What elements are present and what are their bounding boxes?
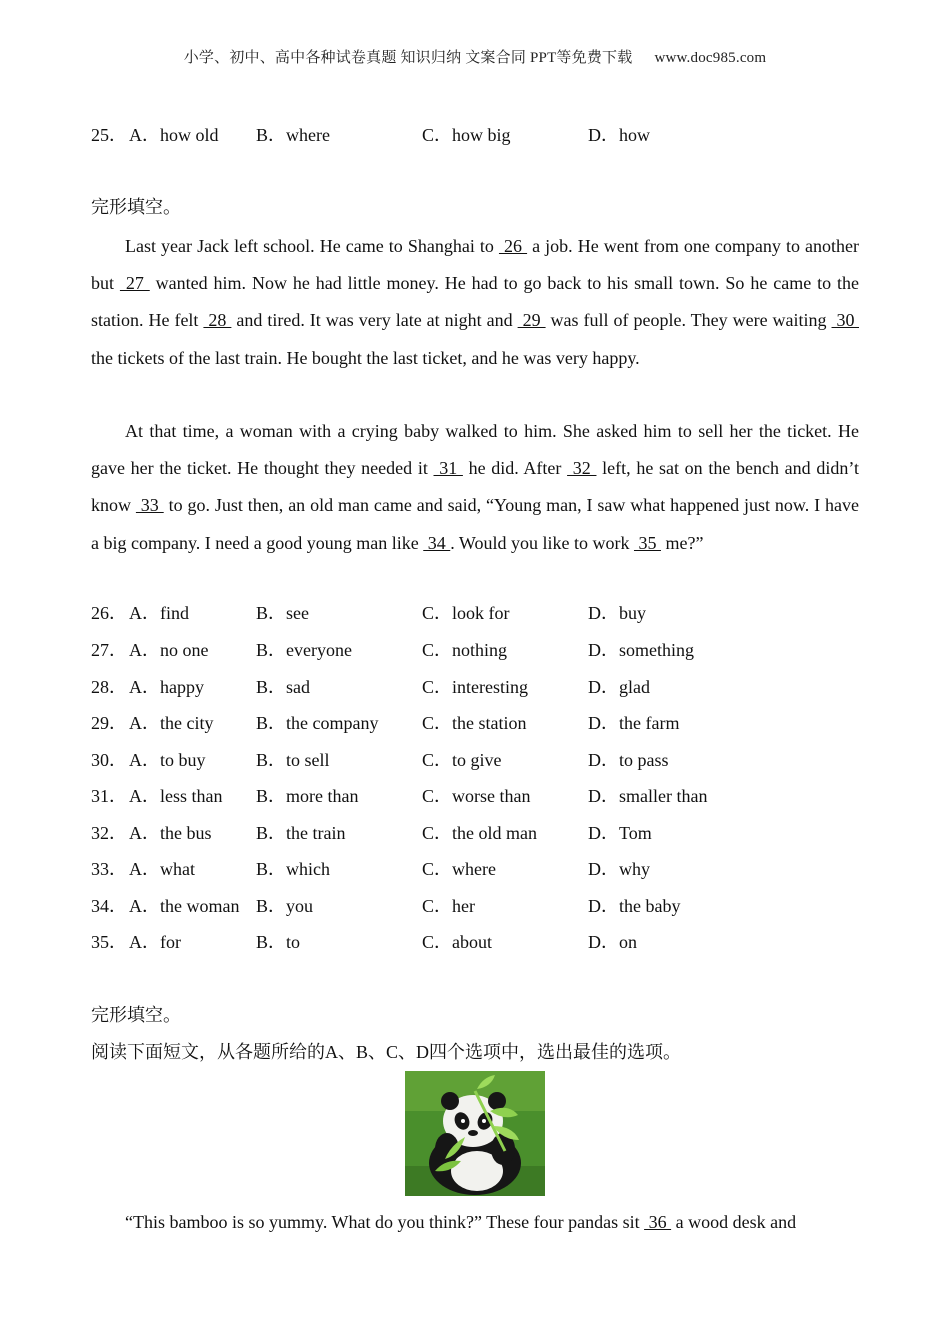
option-c: C．her (422, 896, 475, 916)
passage-text: “This bamboo is so yummy. What do you think?” These four pandas sit (125, 1212, 645, 1232)
blank-32: 32 (567, 458, 597, 479)
passage-text: the tickets of the last train. He bought the last ticket, and he was very happy. (91, 347, 640, 368)
option-a: A．find (129, 603, 189, 623)
option-b: B．to sell (256, 750, 330, 770)
option-a: A．for (129, 932, 181, 952)
question-number: 27． (91, 640, 127, 660)
option-d: D．on (588, 932, 637, 952)
question-number: 32． (91, 823, 127, 843)
option-a: A．to buy (129, 750, 206, 770)
question-number: 28． (91, 677, 127, 697)
option-d: D．the baby (588, 896, 681, 916)
passage-text: was full of people. They were waiting (545, 310, 832, 331)
blank-34: 34 (423, 532, 451, 553)
option-a: A．the woman (129, 896, 240, 916)
option-c: C．about (422, 932, 492, 952)
passage-text: Last year Jack left school. He came to Shanghai to (125, 236, 499, 256)
option-b: B．sad (256, 677, 310, 697)
option-c: C．interesting (422, 677, 528, 697)
option-d: D．the farm (588, 713, 680, 733)
blank-31: 31 (433, 458, 463, 479)
passage-text: to go. Just then, an old man came and said, “Young man, I saw what happened just now. I have a big company. I need a good young man like (91, 495, 860, 553)
option-d: D．why (588, 859, 650, 879)
option-c: C．look for (422, 603, 510, 623)
option-a: A．happy (129, 677, 204, 697)
option-d: D．glad (588, 677, 650, 697)
option-d: D．something (588, 640, 694, 660)
question-number: 34． (91, 896, 127, 916)
section-title-cloze-1: 完形填空。 (91, 197, 181, 217)
option-b: B．the company (256, 713, 379, 733)
option-d: D．how (588, 125, 650, 145)
option-c: C．how big (422, 125, 511, 145)
passage-text: At that time, a woman with a crying baby walked to him. She asked him to sell her the ticket. He gave her the ticket. He thought they needed it (91, 421, 859, 479)
passage-text: me?” (660, 532, 704, 553)
option-b: B．to (256, 932, 301, 952)
option-a: A．no one (129, 640, 209, 660)
option-a: A．how old (129, 125, 219, 145)
option-b: B．which (256, 859, 330, 879)
option-a: A．the bus (129, 823, 212, 843)
question-number: 31． (91, 786, 127, 806)
option-d: D．smaller than (588, 786, 708, 806)
blank-27: 27 (119, 273, 150, 294)
blank-30: 30 (831, 310, 859, 331)
blank-35: 35 (633, 532, 661, 553)
passage-text: he did. After (462, 458, 568, 479)
question-number: 30． (91, 750, 127, 770)
option-c: C．the old man (422, 823, 537, 843)
passage2-paragraph1 (91, 1207, 859, 1237)
section-title-cloze-2: 完形填空。 (91, 1005, 181, 1025)
option-b: B．more than (256, 786, 359, 806)
page-header (0, 46, 950, 67)
option-c: C．to give (422, 750, 502, 770)
option-d: D．buy (588, 603, 646, 623)
header-site: www.doc985.com (654, 50, 767, 66)
passage-text: a wood desk and (671, 1212, 797, 1232)
question-number: 26． (91, 603, 127, 623)
question-number: 25． (91, 125, 127, 145)
question-number: 33． (91, 859, 127, 879)
section-instruction: 阅读下面短文，从各题所给的A、B、C、D四个选项中，选出最佳的选项。 (91, 1042, 682, 1062)
option-c: C．nothing (422, 640, 508, 660)
blank-28: 28 (203, 310, 232, 331)
blank-29: 29 (517, 310, 546, 331)
option-b: B．you (256, 896, 314, 916)
option-a: A．what (129, 859, 195, 879)
passage-text: . Would you like to work (450, 532, 634, 553)
question-number: 35． (91, 932, 127, 952)
passage-text: and tired. It was very late at night and (231, 310, 518, 331)
question-number: 29． (91, 713, 127, 733)
passage1-paragraph1 (91, 228, 859, 377)
blank-33: 33 (135, 495, 164, 516)
option-b: B．where (256, 125, 330, 145)
blank-26: 26 (498, 236, 528, 256)
panda-image (405, 1071, 545, 1196)
option-b: B．see (256, 603, 309, 623)
option-a: A．less than (129, 786, 223, 806)
passage-text: left, he sat on the bench and didn’t know (91, 458, 860, 516)
option-a: A．the city (129, 713, 214, 733)
option-d: D．Tom (588, 823, 652, 843)
blank-36: 36 (644, 1212, 672, 1232)
option-b: B．everyone (256, 640, 352, 660)
option-c: C．where (422, 859, 496, 879)
header-text: 小学、初中、高中各种试卷真题 知识归纳 文案合同 PPT等免费下载 (183, 50, 633, 66)
option-c: C．the station (422, 713, 527, 733)
option-c: C．worse than (422, 786, 531, 806)
option-d: D．to pass (588, 750, 669, 770)
passage-text: wanted him. Now he had little money. He had to go back to his small town. So he came to the station. He felt (91, 273, 860, 331)
option-b: B．the train (256, 823, 346, 843)
passage-text: a job. He went from one company to another but (91, 236, 859, 294)
passage1-paragraph2 (91, 413, 859, 562)
